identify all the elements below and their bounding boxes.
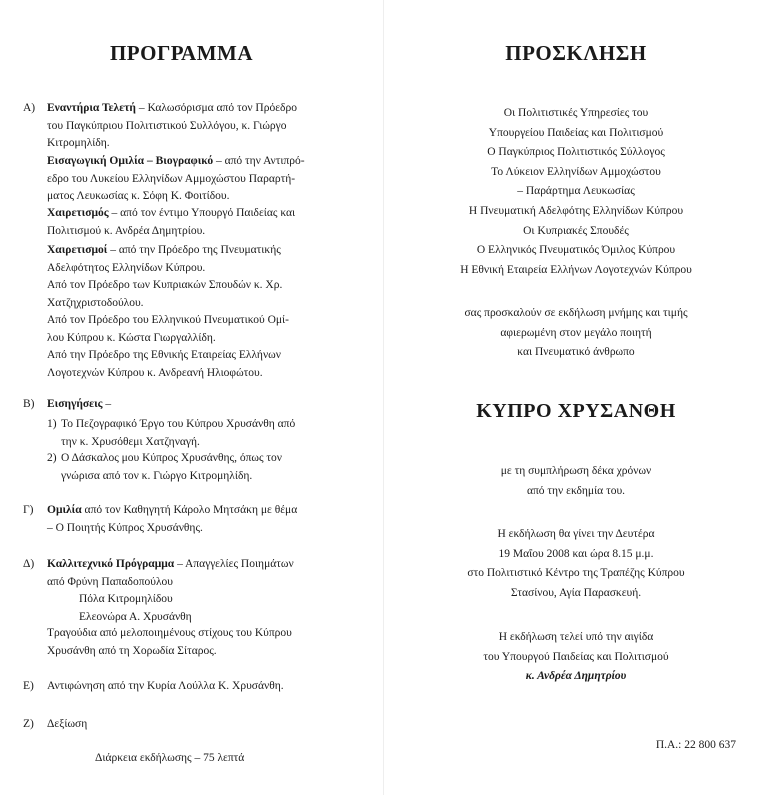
performer-name: Πόλα Κιτρομηλίδου [79,593,173,605]
section-a-body [47,100,367,153]
event-details: Η εκδήλωση θα γίνει την Δευτέρα 19 Μαΐου 2008 και ώρα 8.15 μ.μ. στο Πολιτιστικό Κέντρο της Τραπέζης Κύπρου Στασίνου, Αγία Παρασκευή. [467,528,685,599]
occasion-text: με τη συμπλήρωση δέκα χρόνων από την εκδημία του. [500,465,652,497]
invitation-panel [384,0,768,795]
organiser: Το Λύκειον Ελληνίδων Αμμοχώστου [491,165,661,178]
section-a-item: Χαιρετισμοί – από την Πρόεδρο της Πνευματικής [47,244,281,256]
minister-name: κ. Ανδρέα Δημητρίου [525,670,627,683]
section-d-songs: Τραγούδια από μελοποιημένους στίχους του Κύπρου Χρυσάνθη από τη Χορωδία Σίταρος. [47,627,292,657]
invite-text: σας προσκαλούν σε εκδήλωση μνήμης και τιμής αφιερωμένη στον μεγάλο ποιητή και Πνευματικό άνθρωπο [464,307,688,359]
section-e-label: Ε) [23,680,34,692]
program-title: ΠΡΟΓΡΑΜΜΑ [109,41,254,65]
section-z-text: Δεξίωση [47,718,88,730]
organiser: Η Πνευματική Αδελφότης Ελληνίδων Κύπρου [468,204,684,217]
section-a-greeting [47,205,367,240]
event-duration: Διάρκεια εκδήλωσης – 75 λεπτά [95,752,245,764]
performer-name: Ελεονώρα Α. Χρυσάνθη [79,610,192,623]
section-d-body: Καλλιτεχνικό Πρόγραμμα – Απαγγελίες Ποιημάτων από Φρύνη Παπαδοπούλου [47,558,294,588]
section-a-greetings [47,242,367,382]
section-a-item: Εναντήρια Τελετή – Καλωσόρισμα από τον Πρόεδρο [47,102,297,114]
organisers-list [384,104,768,280]
section-d-names [79,591,192,626]
section-a-line: ματος Λευκωσίας κ. Σόφη Κ. Φοιτίδου. [47,190,230,202]
section-g-label: Γ) [23,504,34,516]
organiser: Οι Κυπριακές Σπουδές [523,224,629,237]
section-b-label: Β) [23,398,35,410]
section-a-line: Αδελφότητος Ελληνίδων Κύπρου. [47,261,206,274]
section-a-line: λου Κύπρου κ. Κώστα Γιωργαλλίδη. [47,331,216,344]
section-a-line: Λογοτεχνών Κύπρου κ. Ανδρεανή Ηλιοφώτου. [47,366,263,379]
honoree-name: ΚΥΠΡΟ ΧΡΥΣΑΝΘΗ [476,400,676,422]
section-a-item: Εισαγωγική Ομιλία – Βιογραφικό – από την Αντιπρό- [47,155,305,167]
organiser: Ο Ελληνικός Πνευματικός Όμιλος Κύπρου [476,244,676,257]
section-a-line: Χατζηχριστοδούλου. [47,296,144,309]
section-a-line: Κιτρομηλίδη. [47,137,110,149]
patronage-text: Η εκδήλωση τελεί υπό την αιγίδα του Υπουργού Παιδείας και Πολιτισμού κ. Ανδρέα Δημητρίου [384,628,768,687]
section-d-label: Δ) [23,558,35,570]
section-a-item: Χαιρετισμός – από τον έντιμο Υπουργό Παιδείας και [47,207,296,219]
section-a-line: Από τον Πρόεδρο των Κυπριακών Σπουδών κ. Χρ. [47,279,283,291]
section-a-line: του Παγκύπριου Πολιτιστικού Συλλόγου, κ. Γιώργο [47,119,287,132]
invitation-title: ΠΡΟΣΚΛΗΣΗ [505,41,647,65]
section-b-heading: Εισηγήσεις – [47,398,112,410]
rsvp-phone: Π.Α.: 22 800 637 [655,739,736,751]
section-a-line: Από την Πρόεδρο της Εθνικής Εταιρείας Ελλήνων [47,349,281,361]
section-a-line: Πολιτισμού κ. Ανδρέα Δημητρίου. [47,224,206,237]
organiser: Υπουργείου Παιδείας και Πολιτισμού [488,126,664,139]
section-a-line: εδρο του Λυκείου Ελληνίδων Αμμοχώστου Παραρτή- [47,172,296,185]
section-z-label: Ζ) [23,718,34,730]
organiser: Ο Παγκύπριος Πολιτιστικός Σύλλογος [487,146,665,159]
organiser: Οι Πολιτιστικές Υπηρεσίες του [503,107,649,119]
section-a-line: Από τον Πρόεδρο του Ελληνικού Πνευματικού Ομί- [47,314,289,326]
section-g-body: Ομιλία από τον Καθηγητή Κάρολο Μητσάκη με θέμα – Ο Ποιητής Κύπρος Χρυσάνθης. [47,504,298,534]
program-panel: ΠΡΟΓΡΑΜΜΑ Α) Εναντήρια Τελετή – Καλωσόρισμα από τον Πρόεδρο του Παγκύπριου Πολιτιστικού Συλλόγου, κ. Γιώργο Κιτρομηλίδη. Εισαγωγική Ομιλία – Βιογραφικό – από την Αντιπρό- εδρο του Λυκείου Ελληνίδων Αμμοχώστου Παραρτή- ματος Λευκωσίας κ. Σόφη Κ. Φοιτίδου. Χαιρετισμός – από τον έντιμο Υπουργό Παιδείας και Πολιτισμού κ. Ανδρέα Δημητρίου. Χαιρετισμοί – από την Πρόεδρο της Πνευματικής Αδελφότητος Ελληνίδων Κύπρου. Από τον Πρόεδρο των Κυπριακών Σπουδών κ. Χρ. Χατζηχριστοδούλου. Από τον Πρόεδρο του Ελληνικού Πνευματικού Ομί- λου Κύπρου κ. Κώστα Γιωργαλλίδη. Από την Πρόεδρο της Εθνικής Εταιρείας Ελλήνων Λογοτεχνών Κύπρου κ. Ανδρεανή Ηλιοφώτου. Β) Εισηγήσεις – 1) Το Πεζογραφικό Έργο του Κύπρου Χρυσάνθη από την κ. Χρυσόθεμι Χατζηναγή. 2) Ο Δάσκαλος μου Κύπρος Χρυσάνθης, όπως τον γνώρισα από τον κ. Γιώργο Κιτρομηλίδη. Γ) Ομιλία από τον Καθηγητή Κάρολο Μητσάκη με θέμα – Ο Ποιητής Κύπρος Χρυσάνθης. Δ) Καλλιτεχνικό Πρόγραμμα – Απαγγελίες Ποιημάτων από Φρύνη Παπαδοπούλου Πόλα Κιτρομηλίδου Ελεονώρα Α. Χρυσάνθη Τραγούδια από μελοποιημένους στίχους του Κύπρου Χρυσάνθη από τη Χορωδία Σίταρος. Ε) Αντιφώνηση από την Κυρία Λούλλα Κ. Χρυσάνθη. Ζ) Δεξίωση Διάρκεια εκδήλωσης – 75 λεπτά [0,0,383,795]
organiser: Η Εθνική Εταιρεία Ελλήνων Λογοτεχνών Κύπρου [460,263,692,276]
section-a-label: Α) [23,102,36,114]
section-a-intro [47,153,367,206]
section-e-text: Αντιφώνηση από την Κυρία Λούλλα Κ. Χρυσάνθη. [47,680,284,692]
organiser: – Παράρτημα Λευκωσίας [517,185,635,198]
